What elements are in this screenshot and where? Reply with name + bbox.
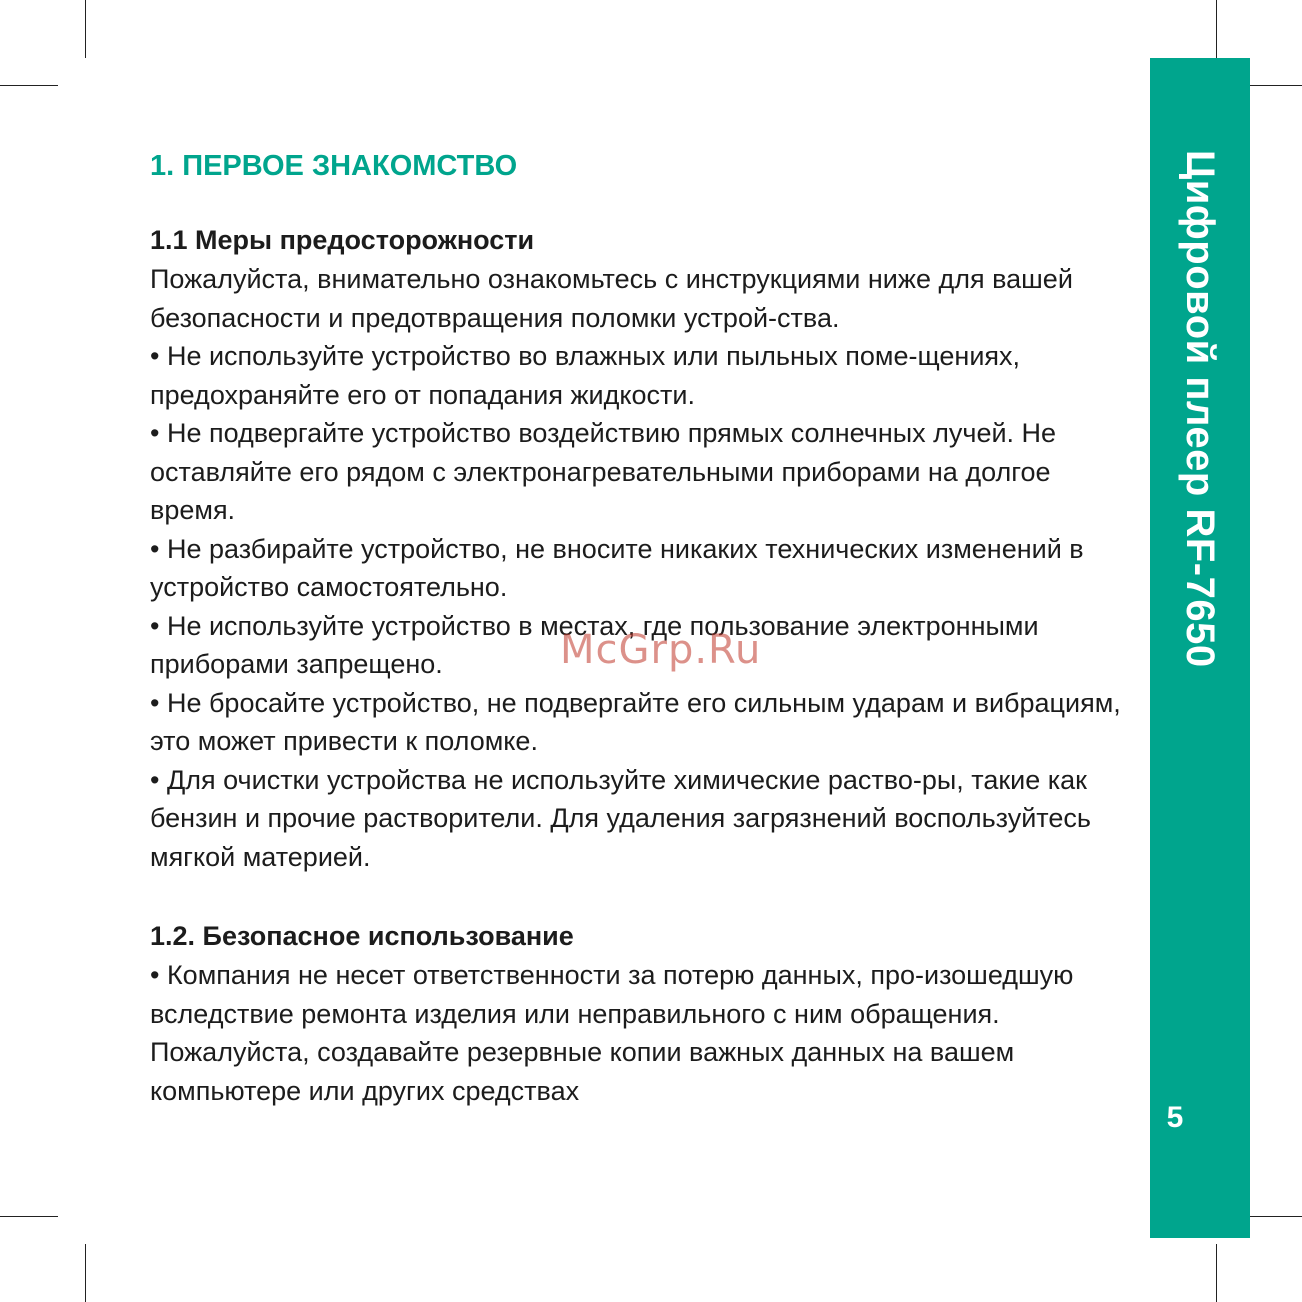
bullet-item: • Не используйте устройство в местах, где пользование электронными приборами запрещено.: [150, 610, 1039, 679]
section-title: 1.1 Меры предосторожности: [150, 225, 535, 255]
bullet-item: • Не используйте устройство во влажных или пыльных поме-щениях, предохраняйте его от попадания жидкости.: [150, 341, 1021, 410]
bullet-item: • Не бросайте устройство, не подвергайте его сильным ударам и вибрациям, это может привести к поломке.: [150, 687, 1121, 756]
page-number: 5: [1166, 1101, 1184, 1134]
crop-mark: [0, 85, 58, 86]
paragraph: Пожалуйста, внимательно ознакомьтесь с инструкциями ниже для вашей безопасности и предотвращения поломки устрой-ства.: [150, 264, 1073, 333]
crop-mark: [1216, 0, 1217, 58]
crop-mark: [1244, 85, 1302, 86]
crop-mark: [1216, 1244, 1217, 1302]
side-tab-title: Цифровой плеер RF-7650: [1178, 150, 1222, 668]
chapter-title: 1. ПЕРВОЕ ЗНАКОМСТВО: [150, 150, 518, 182]
bullet-item: • Не разбирайте устройство, не вносите никаких технических изменений в устройство самостоятельно.: [150, 533, 1084, 602]
section-title: 1.2. Безопасное использование: [150, 921, 574, 951]
section-spacer: [150, 876, 1125, 916]
crop-mark: [0, 1216, 58, 1217]
bullet-item: • Компания не несет ответственности за потерю данных, про-изошедшую вследствие ремонта изделия или неправильного с ним обращения. Пожалуйста, создавайте резервные копии важных данных на вашем компьютере или других средствах: [150, 960, 1074, 1106]
crop-mark: [85, 1244, 86, 1302]
bullet-item: • Не подвергайте устройство воздействию прямых солнечных лучей. Не оставляйте его рядом с электронагревательными приборами на долгое время.: [150, 418, 1057, 525]
bullet-item: • Для очистки устройства не используйте химические раство-ры, такие как бензин и прочие растворители. Для удаления загрязнений воспользуйтесь мягкой материей.: [150, 764, 1091, 872]
crop-mark: [1244, 1216, 1302, 1217]
crop-mark: [85, 0, 86, 58]
watermark: McGrp.Ru: [560, 627, 762, 673]
